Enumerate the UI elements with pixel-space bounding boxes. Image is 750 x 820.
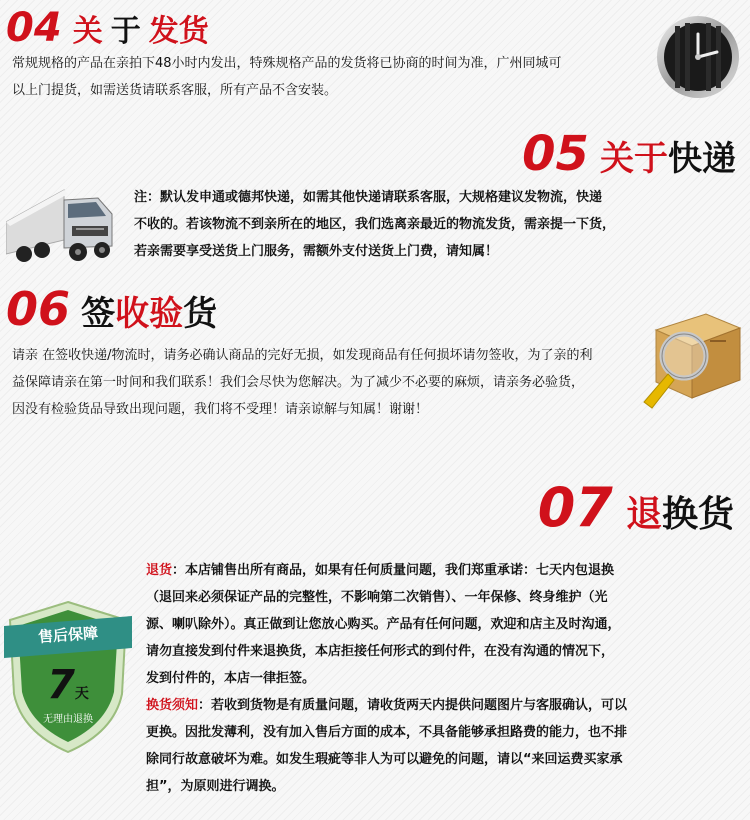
section-07-heading — [538, 478, 734, 538]
return-policy-line: 发到付件的，本店一律拒签。 — [146, 671, 316, 686]
section-06-heading — [6, 284, 217, 334]
return-policy-text: ：本店铺售出所有商品，如果有任何质量问题，我们郑重承诺：七天内包退换 — [172, 563, 615, 578]
return-policy-line — [146, 557, 744, 584]
badge-unit: 天 — [74, 686, 89, 702]
section-06-line: 益保障请亲在第一时间和我们联系！我们会尽快为您解决。为了减少不必要的麻烦，请亲务必验货， — [12, 375, 585, 390]
section-05-line: 不收的。若该物流不到亲所在的地区，我们选离亲最近的物流发货，需亲提一下货， — [134, 217, 616, 232]
return-policy-line: 请勿直接发到付件来退换货，本店拒接任何形式的到付件，在没有沟通的情况下， — [146, 644, 615, 659]
exchange-policy-line: 更换。因批发薄利，没有加入售后方面的成本，不具备能够承担路费的能力，也不排 — [146, 725, 628, 740]
box-magnifier-icon — [636, 300, 746, 420]
badge-days — [4, 662, 132, 708]
section-05-title-part1: 关于 — [600, 139, 668, 179]
section-05-number: 05 — [522, 126, 589, 182]
exchange-policy-label: 换货须知 — [146, 698, 199, 713]
exchange-policy-line — [146, 692, 744, 719]
badge-number: 7 — [47, 662, 75, 708]
section-04-line: 以上门提货，如需送货请联系客服，所有产品不含安装。 — [12, 83, 338, 98]
section-07-title-part1: 退 — [625, 494, 662, 535]
exchange-policy-text: ：若收到货物是有质量问题，请收货两天内提供问题图片与客服确认，可以 — [198, 698, 628, 713]
section-06-body — [12, 342, 652, 423]
section-06-title-part3: 货 — [183, 294, 218, 334]
section-06-line: 请亲 在签收快递/物流时，请务必确认商品的完好无损，如发现商品有任何损坏请勿签收，为了亲的利 — [12, 348, 593, 363]
return-policy-label: 退货 — [146, 563, 173, 578]
return-policy-line: （退回来必须保证产品的完整性，不影响第二次销售）、一年保修、终身维护（光 — [146, 590, 608, 605]
section-04-heading — [6, 6, 209, 50]
section-07-body — [146, 557, 744, 800]
badge-bottom-text: 无理由退换 — [43, 714, 93, 725]
section-06-title-part2: 收验 — [115, 294, 184, 334]
section-07-number: 07 — [537, 476, 613, 539]
section-06-line: 因没有检验货品导致出现问题，我们将不受理！请亲谅解与知属！谢谢！ — [12, 402, 429, 417]
exchange-policy-line: 除同行故意破坏为难。如发生瑕疵等非人为可以避免的问题，请以“来回运费买家承 — [146, 752, 623, 767]
truck-icon — [6, 184, 126, 266]
section-06-title-part1: 签 — [81, 294, 116, 334]
section-04-title-part3: 发货 — [148, 14, 209, 49]
return-policy-line: 源、喇叭除外）。真正做到让您放心购买。产品有任何问题，欢迎和店主及时沟通， — [146, 617, 621, 632]
badge-top-text: 售后保障 — [37, 623, 99, 647]
section-04-line: 常规规格的产品在亲拍下48小时内发出，特殊规格产品的发货将已协商的时间为准，广州同城可 — [12, 56, 562, 71]
section-06-number: 06 — [6, 282, 71, 336]
section-04-title-part2: 于 — [110, 14, 141, 49]
section-04-number: 04 — [6, 5, 62, 51]
section-05-heading — [522, 128, 736, 180]
after-sales-badge — [4, 598, 132, 756]
section-04-body — [12, 50, 652, 104]
section-07-title-part2: 换货 — [661, 494, 734, 535]
section-05-line: 若亲需要享受送货上门服务，需额外支付送货上门费，请知属！ — [134, 244, 499, 259]
section-05-title-part2: 快递 — [668, 139, 736, 179]
section-05-line: 注：默认发申通或德邦快递，如需其他快递请联系客服，大规格建议发物流，快递 — [134, 190, 603, 205]
section-04-title-part1: 关 — [72, 14, 103, 49]
exchange-policy-line: 担”，为原则进行调换。 — [146, 779, 285, 794]
section-05-body — [134, 184, 744, 265]
clock-icon — [655, 14, 741, 100]
